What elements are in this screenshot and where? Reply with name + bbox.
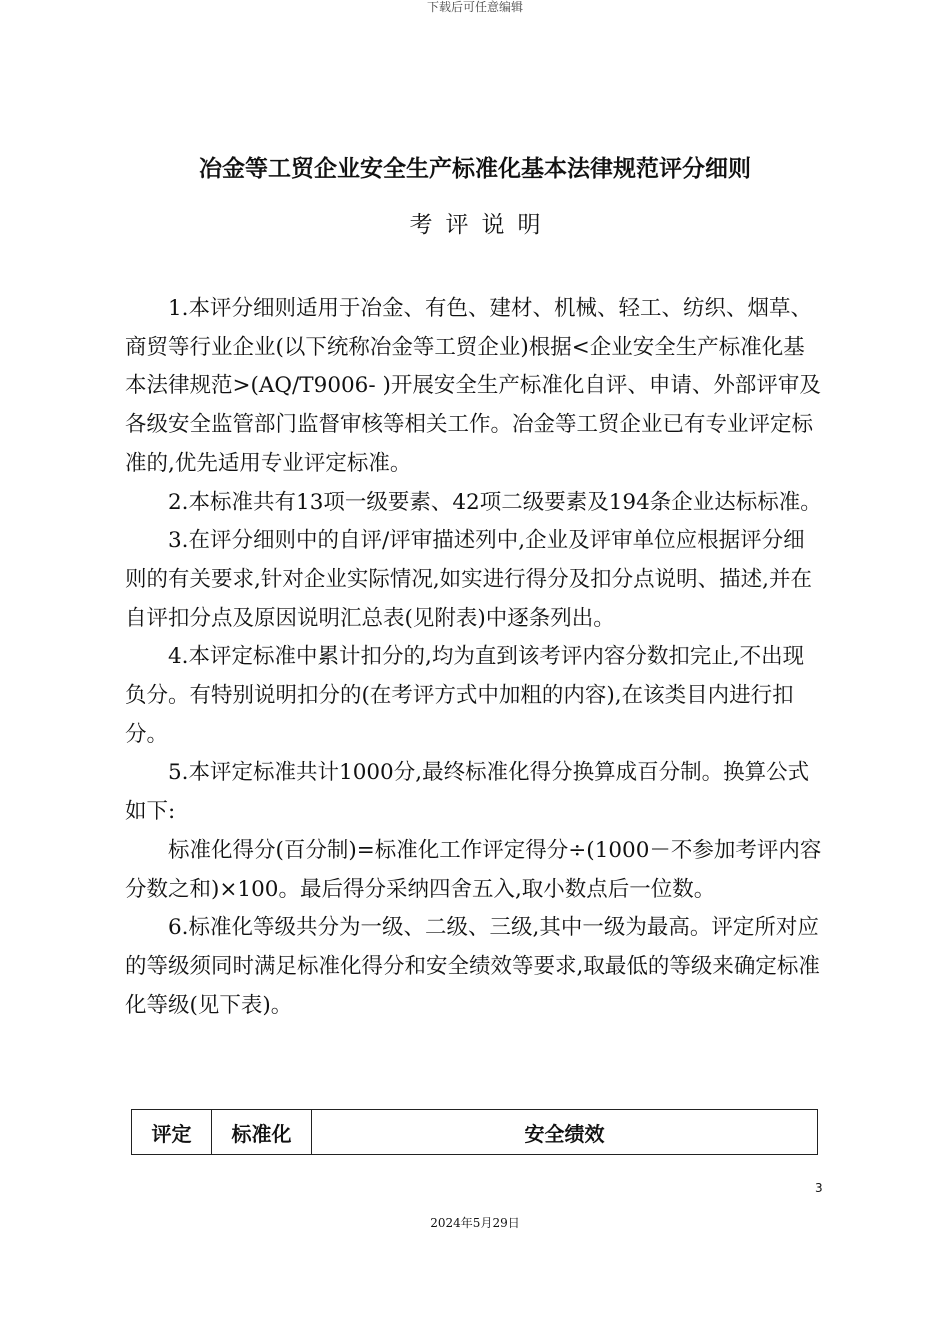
page-number: 3 <box>815 1181 823 1195</box>
paragraph-1: 1.本评分细则适用于冶金、有色、建材、机械、轻工、纺织、烟草、商贸等行业企业(以下统称冶金等工贸企业)根据<企业安全生产标准化基本法律规范>(AQ/T9006- )开展安全生产标准化自评、申请、外部评审及各级安全监管部门监督审核等相关工作。冶金等工贸企业已有专业评定标准的,优先适用专业评定标准。 <box>125 296 821 476</box>
grade-table <box>131 1109 818 1155</box>
formula-paragraph: 标准化得分(百分制)=标准化工作评定得分÷(1000－不参加考评内容分数之和)×100。最后得分采纳四舍五入,取小数点后一位数。 <box>125 837 822 902</box>
header-cell-standardization: 标准化 <box>212 1110 312 1155</box>
footer-date: 2024年5月29日 <box>430 1216 520 1230</box>
section-title: 考评说明 <box>409 212 554 238</box>
header-cell-rating: 评定 <box>132 1110 212 1155</box>
paragraph-5: 5.本评定标准共计1000分,最终标准化得分换算成百分制。换算公式如下: <box>125 760 810 825</box>
header-cell-safety-performance: 安全绩效 <box>312 1110 818 1155</box>
table-header-row <box>132 1110 818 1155</box>
paragraph-2: 2.本标准共有13项一级要素、42项二级要素及194条企业达标标准。 <box>168 489 822 515</box>
paragraph-3: 3.在评分细则中的自评/评审描述列中,企业及评审单位应根据评分细则的有关要求,针对企业实际情况,如实进行得分及扣分点说明、描述,并在自评扣分点及原因说明汇总表(见附表)中逐条列出。 <box>125 528 813 631</box>
body-text <box>125 290 825 1025</box>
paragraph-4: 4.本评定标准中累计扣分的,均为直到该考评内容分数扣完止,不出现负分。有特别说明扣分的(在考评方式中加粗的内容),在该类目内进行扣分。 <box>125 644 805 747</box>
paragraph-6: 6.标准化等级共分为一级、二级、三级,其中一级为最高。评定所对应的等级须同时满足标准化得分和安全绩效等要求,取最低的等级来确定标准化等级(见下表)。 <box>125 915 820 1018</box>
header-note: 下载后可任意编辑 <box>426 0 523 14</box>
document-title: 冶金等工贸企业安全生产标准化基本法律规范评分细则 <box>199 156 751 182</box>
